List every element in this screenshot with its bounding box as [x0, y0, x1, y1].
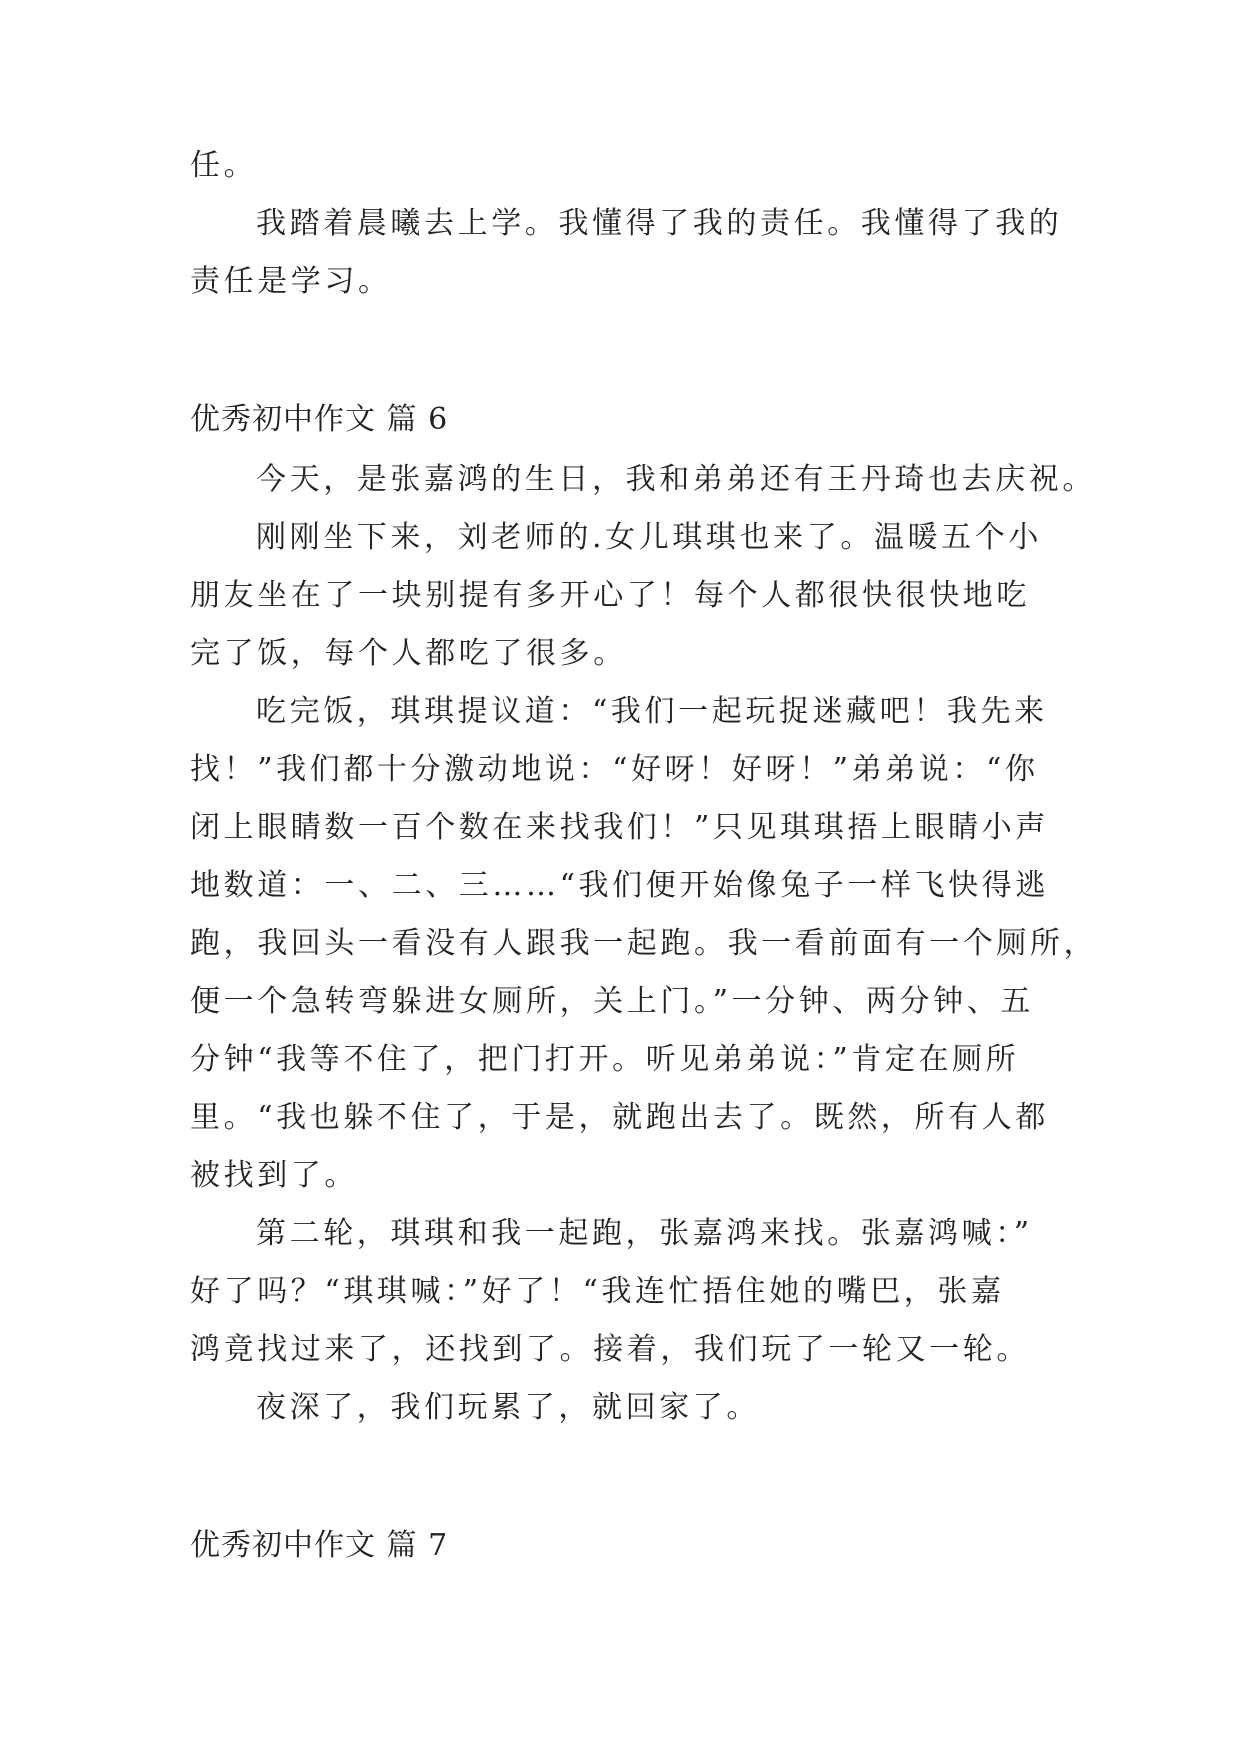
text-line: 鸿竟找过来了，还找到了。接着，我们玩了一轮又一轮。: [190, 1332, 1030, 1367]
text-line: 完了饭，每个人都吃了很多。: [190, 636, 627, 671]
text-line: 吃完饭，琪琪提议道：“我们一起玩捉迷藏吧！我先来: [256, 694, 1048, 729]
text-line: 任。: [190, 148, 258, 183]
text-line: 地数道：一、二、三……“我们便开始像兔子一样飞快得逃: [190, 868, 1049, 903]
text-line: 好了吗？“琪琪喊：”好了！“我连忙捂住她的嘴巴，张嘉: [190, 1274, 1005, 1309]
text-line: 第二轮，琪琪和我一起跑，张嘉鸿来找。张嘉鸿喊：”: [256, 1216, 1033, 1251]
text-line: 跑，我回头一看没有人跟我一起跑。我一看前面有一个厕所，: [190, 926, 1098, 961]
text-line: 闭上眼睛数一百个数在来找我们！”只见琪琪捂上眼睛小声: [190, 810, 1049, 845]
text-line: 夜深了，我们玩累了，就回家了。: [256, 1390, 760, 1425]
text-line: 刚刚坐下来，刘老师的.女儿琪琪也来了。温暖五个小: [256, 520, 1042, 555]
text-line: 里。“我也躲不住了，于是，就跑出去了。既然，所有人都: [190, 1100, 1049, 1135]
text-line: 分钟“我等不住了，把门打开。听见弟弟说：”肯定在厕所: [190, 1042, 1020, 1077]
section-heading: 优秀初中作文 篇 6: [190, 402, 449, 437]
text-line: 被找到了。: [190, 1158, 358, 1193]
text-line: 我踏着晨曦去上学。我懂得了我的责任。我懂得了我的: [256, 206, 1063, 241]
text-line: 便一个急转弯躲进女厕所，关上门。”一分钟、两分钟、五: [190, 984, 1034, 1019]
text-line: 找！”我们都十分激动地说：“好呀！好呀！”弟弟说：“你: [190, 752, 1039, 787]
section-heading: 优秀初中作文 篇 7: [190, 1528, 449, 1563]
text-line: 朋友坐在了一块别提有多开心了！每个人都很快很快地吃: [190, 578, 1030, 613]
text-line: 责任是学习。: [190, 264, 392, 299]
text-line: 今天，是张嘉鸿的生日，我和弟弟还有王丹琦也去庆祝。: [256, 462, 1096, 497]
